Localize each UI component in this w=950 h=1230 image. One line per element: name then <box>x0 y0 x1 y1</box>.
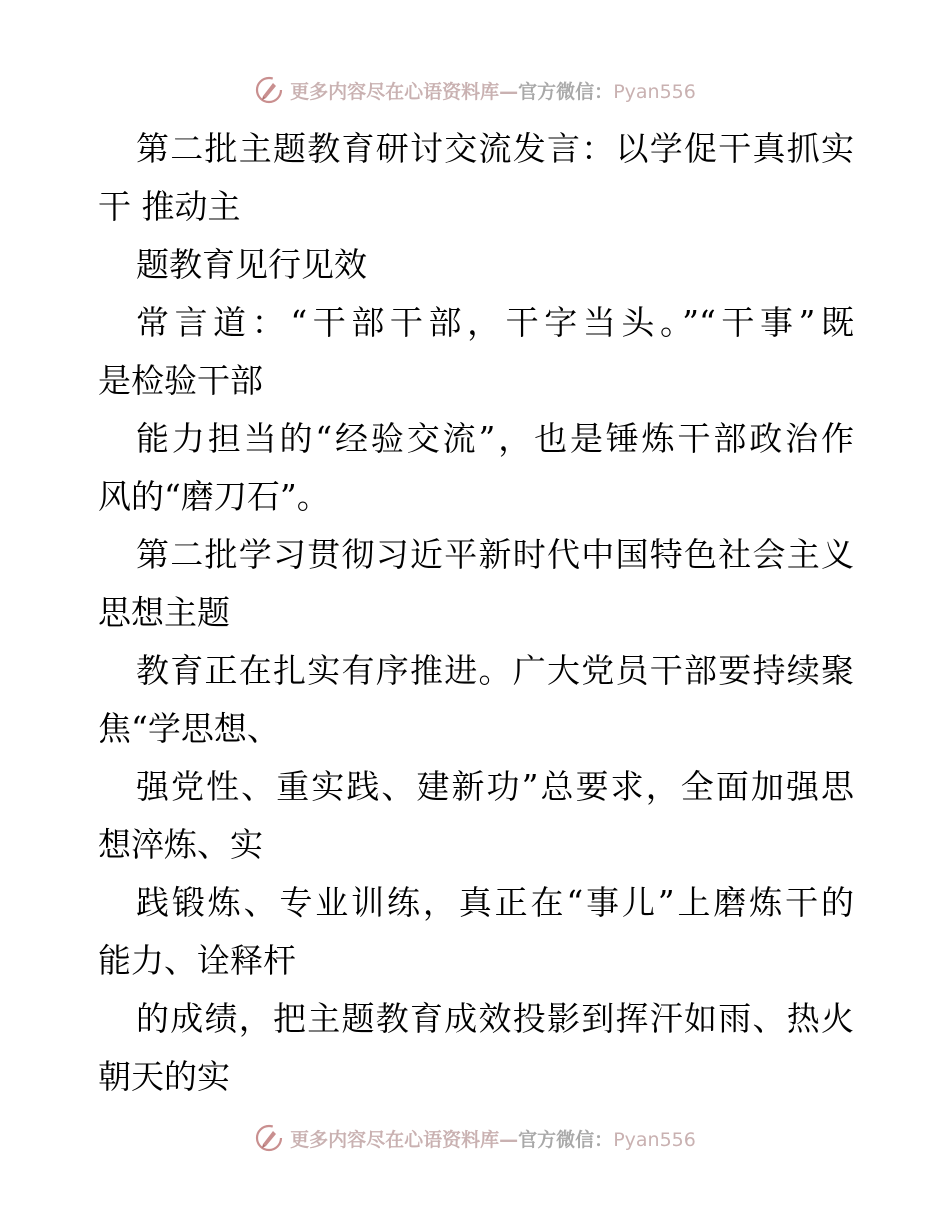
text-line: 想淬炼、实 <box>98 825 263 864</box>
text-line: 能力、诠释杆 <box>98 941 296 980</box>
text-line: 教育正在扎实有序推进。广大党员干部要持续聚 <box>136 651 854 690</box>
text-line: 第二批学习贯彻习近平新时代中国特色社会主义 <box>136 535 854 574</box>
header-watermark <box>0 70 950 110</box>
text-line: 是检验干部 <box>98 361 263 400</box>
document-body <box>98 120 854 1106</box>
text-line: 的成绩，把主题教育成效投影到挥汗如雨、热火 <box>136 999 854 1038</box>
text-line: 焦“学思想、 <box>98 709 280 748</box>
text-line: 干 推动主 <box>98 187 241 226</box>
footer-watermark <box>0 1118 950 1158</box>
watermark-text: 更多内容尽在心语资料库—官方微信：Pyan556 <box>290 80 696 103</box>
text-line: 思想主题 <box>98 593 230 632</box>
text-line: 能力担当的“经验交流”，也是锤炼干部政治作 <box>136 419 854 458</box>
watermark-text: 更多内容尽在心语资料库—官方微信：Pyan556 <box>290 1128 696 1151</box>
text-line: 常言道：“干部干部，干字当头。”“干事”既 <box>136 303 854 342</box>
text-line: 朝天的实 <box>98 1057 230 1096</box>
pen-logo-icon <box>254 75 284 105</box>
text-line: 第二批主题教育研讨交流发言：以学促干真抓实 <box>136 129 854 168</box>
text-line: 题教育见行见效 <box>136 245 367 284</box>
pen-logo-icon <box>254 1123 284 1153</box>
text-line: 强党性、重实践、建新功”总要求，全面加强思 <box>136 767 854 806</box>
text-line: 风的“磨刀石”。 <box>98 477 330 516</box>
text-line: 践锻炼、专业训练，真正在“事儿”上磨炼干的 <box>136 883 854 922</box>
